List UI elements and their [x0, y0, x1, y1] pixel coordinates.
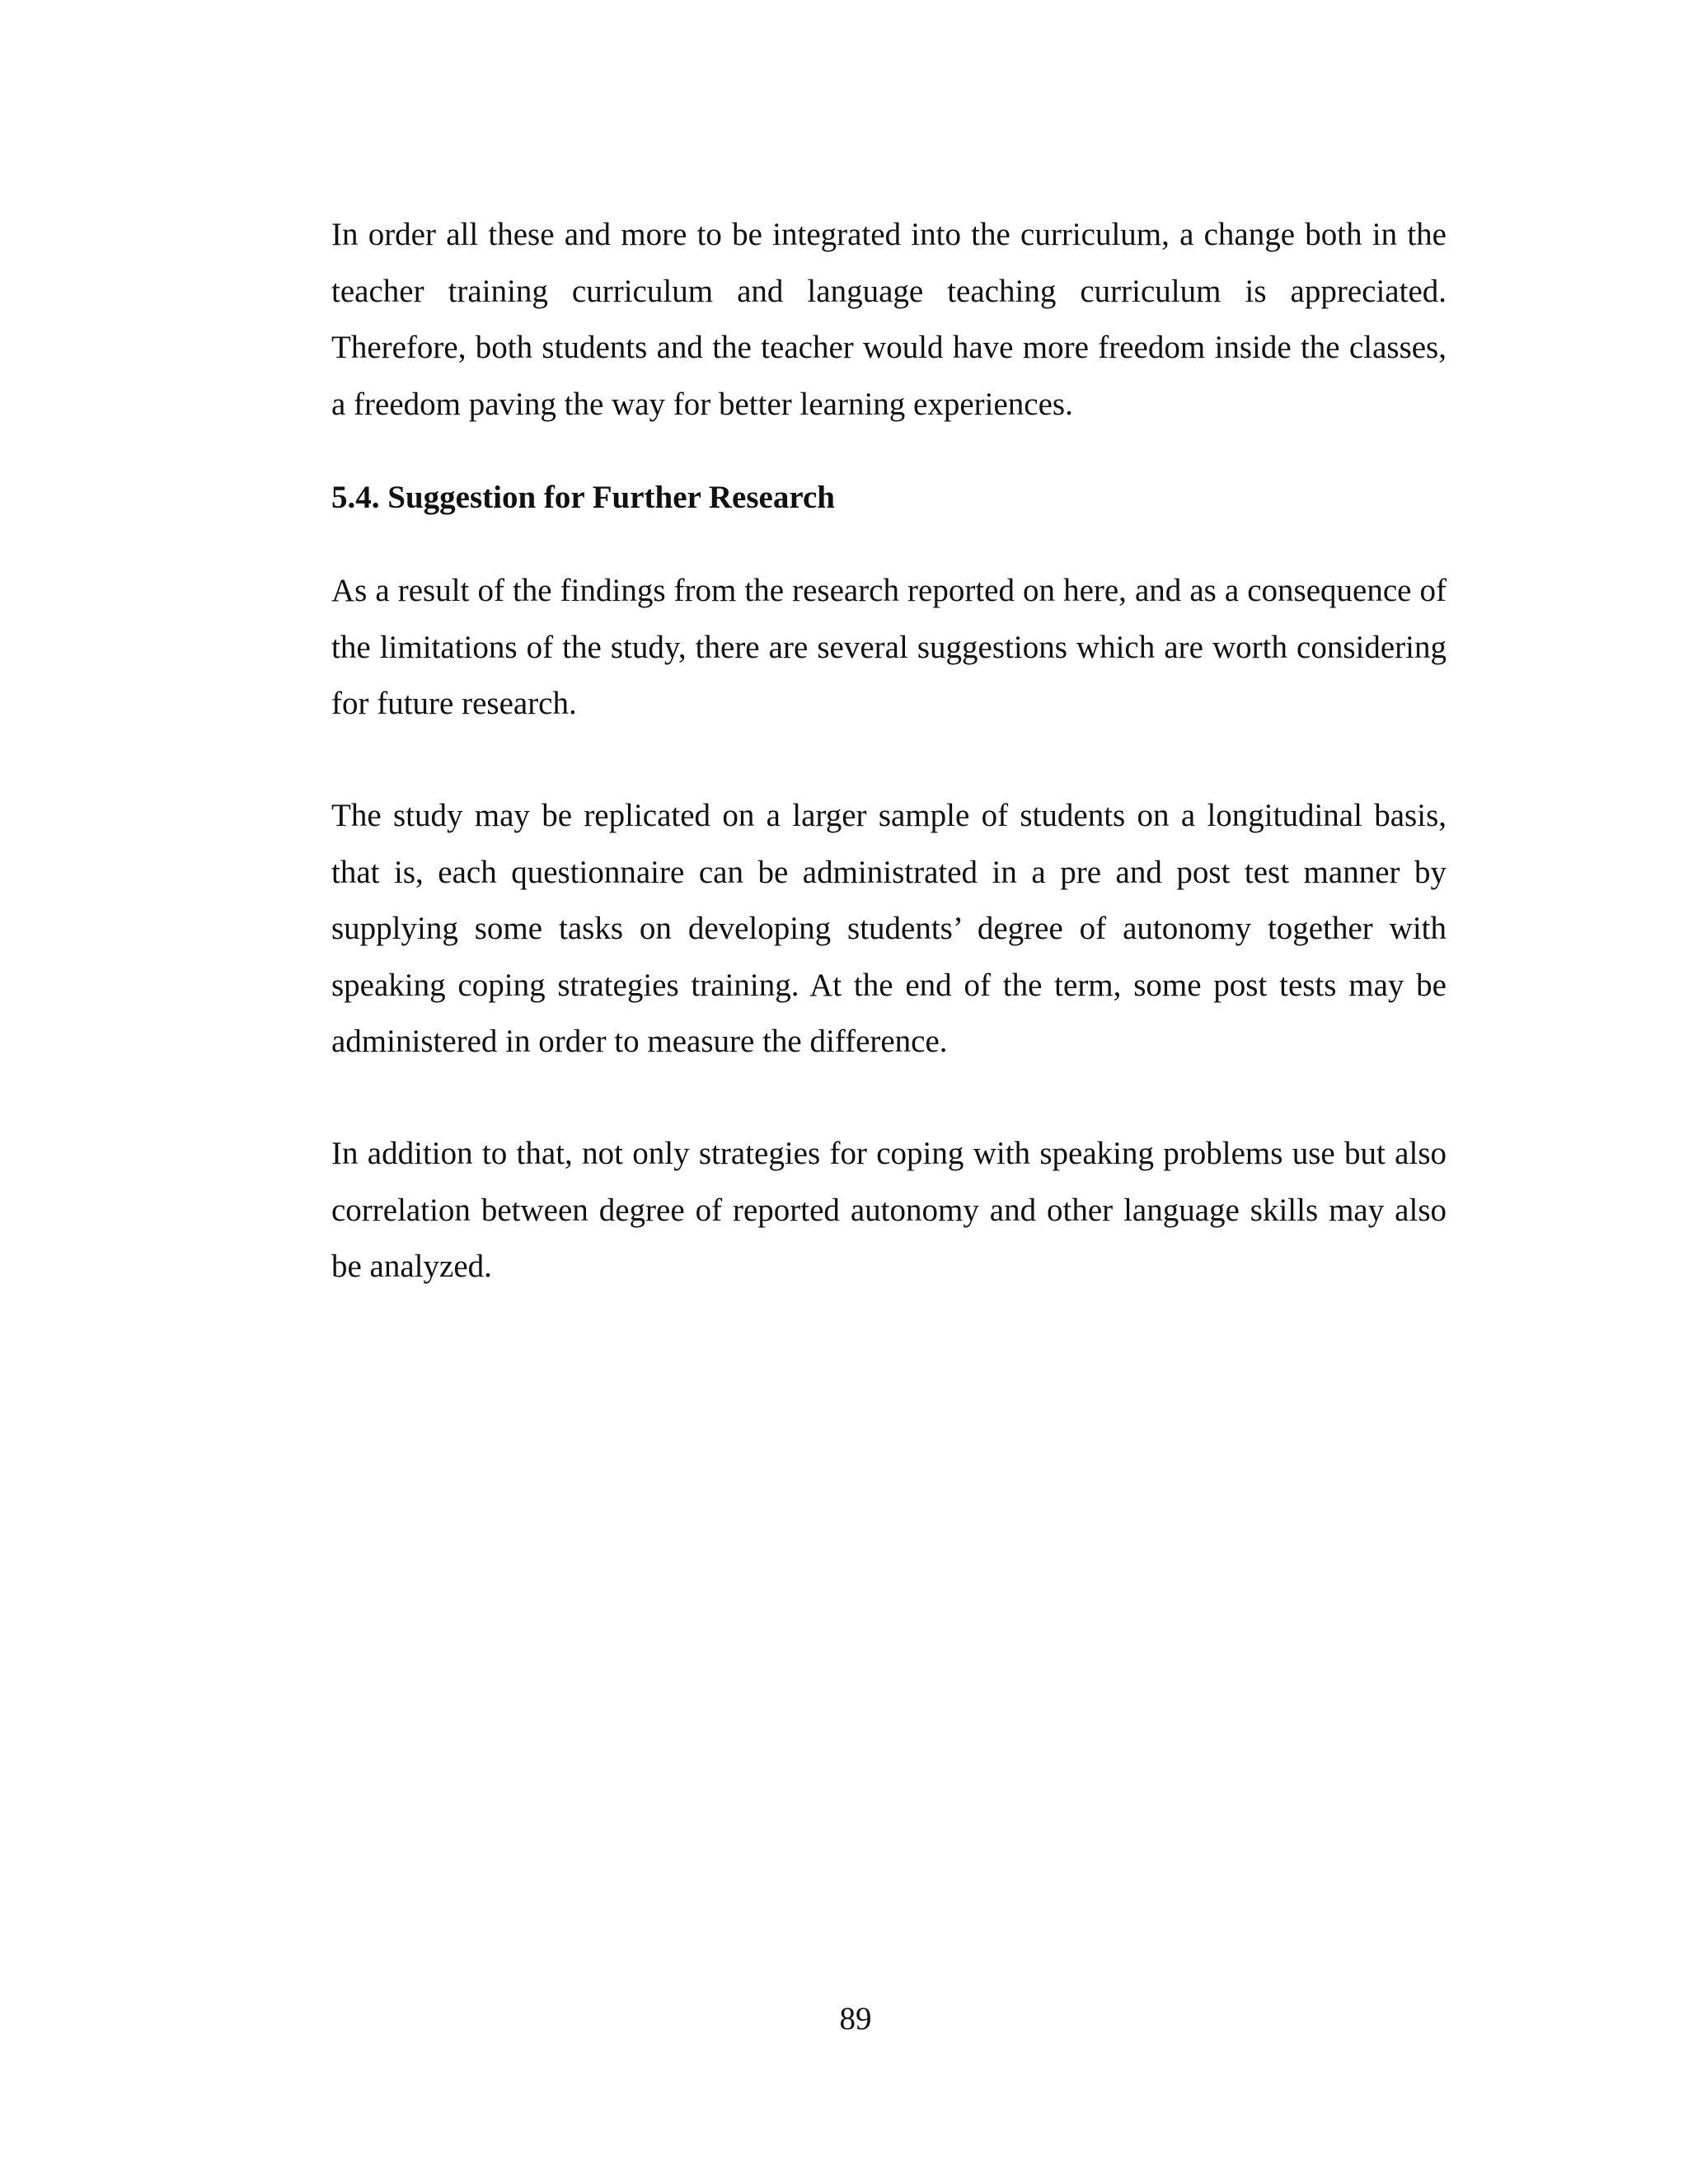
page-number: 89 — [839, 2001, 872, 2036]
section-heading: 5.4. Suggestion for Further Research — [331, 480, 835, 515]
paragraph-research-suggestions-intro: As a result of the findings from the research reported on here, and as a consequence of the limitations of the study, there are several suggestions which are worth considering for future research. — [331, 573, 1447, 721]
paragraph-additional-analysis: In addition to that, not only strategies for coping with speaking problems use but also correlation between degree of reported autonomy and other language skills may also be analyzed. — [331, 1136, 1447, 1284]
paragraph-replication-suggestion: The study may be replicated on a larger sample of students on a longitudinal basis, that is, each questionnaire can be administrated in a pre and post test manner by supplying some tasks on developing students’ degree of autonomy together with speaking coping strategies training. At the end of the term, some post tests may be administered in order to measure the difference. — [331, 798, 1447, 1059]
paragraph-curriculum-change: In order all these and more to be integrated into the curriculum, a change both in the teacher training curriculum and language teaching curriculum is appreciated. Therefore, both students and the teacher would have more freedom inside the classes, a freedom paving the way for better learning experiences. — [331, 217, 1447, 422]
